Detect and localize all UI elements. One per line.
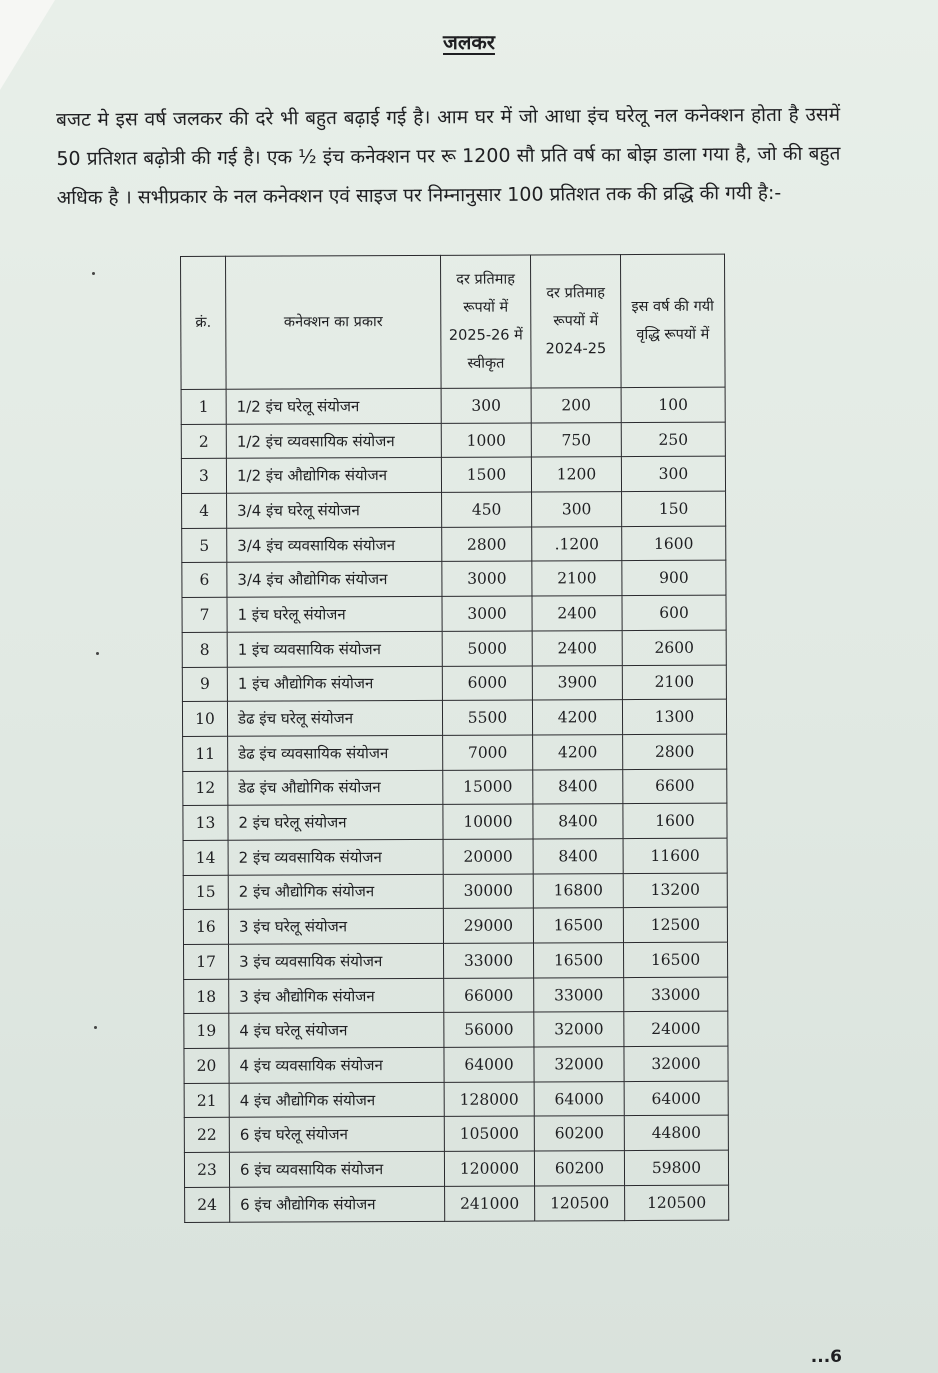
cell-increase: 1600 xyxy=(623,803,727,838)
cell-serial: 18 xyxy=(184,979,229,1014)
table-row xyxy=(182,699,726,736)
cell-connection-type: 6 इंच घरेलू संयोजन xyxy=(229,1117,444,1153)
cell-rate-2025-26: 6000 xyxy=(442,665,532,700)
cell-rate-2024-25: 4200 xyxy=(532,700,622,735)
cell-rate-2024-25: 60200 xyxy=(534,1151,624,1186)
cell-connection-type: डेढ इंच घरेलू संयोजन xyxy=(227,701,442,737)
paper-speck xyxy=(96,652,99,655)
cell-increase: 1600 xyxy=(622,526,726,561)
cell-increase: 100 xyxy=(621,387,725,422)
table-row xyxy=(181,387,725,424)
cell-increase: 12500 xyxy=(623,907,727,942)
cell-rate-2025-26: 300 xyxy=(441,388,531,423)
table-row xyxy=(182,630,726,667)
cell-increase: 120500 xyxy=(625,1185,729,1220)
cell-connection-type: 1/2 इंच व्यवसायिक संयोजन xyxy=(226,423,441,459)
cell-rate-2025-26: 30000 xyxy=(443,874,533,909)
cell-increase: 33000 xyxy=(624,977,728,1012)
table-row xyxy=(183,803,727,840)
table-row xyxy=(182,561,726,598)
cell-increase: 13200 xyxy=(623,873,727,908)
paper-speck xyxy=(94,1026,97,1029)
cell-rate-2025-26: 105000 xyxy=(444,1116,534,1151)
cell-increase: 1300 xyxy=(622,699,726,734)
table-row xyxy=(183,873,727,910)
cell-rate-2024-25: 2100 xyxy=(532,561,622,596)
cell-rate-2025-26: 3000 xyxy=(442,596,532,631)
cell-rate-2025-26: 20000 xyxy=(443,839,533,874)
paper-speck xyxy=(92,272,95,275)
cell-rate-2025-26: 5500 xyxy=(442,700,532,735)
cell-rate-2024-25: 8400 xyxy=(533,839,623,874)
header-serial: क्रं. xyxy=(181,256,227,389)
table-row xyxy=(181,456,725,493)
cell-serial: 16 xyxy=(183,910,228,945)
cell-increase: 2100 xyxy=(622,665,726,700)
cell-connection-type: 1 इंच व्यवसायिक संयोजन xyxy=(227,631,442,667)
table-row xyxy=(184,1011,728,1048)
table-row xyxy=(182,491,726,528)
cell-rate-2024-25: 4200 xyxy=(533,734,623,769)
cell-rate-2025-26: 241000 xyxy=(445,1186,535,1221)
cell-rate-2024-25: 8400 xyxy=(533,769,623,804)
table-row xyxy=(184,1116,728,1153)
cell-rate-2025-26: 120000 xyxy=(444,1151,534,1186)
cell-connection-type: 3 इंच औद्योगिक संयोजन xyxy=(229,978,444,1014)
cell-increase: 2800 xyxy=(623,734,727,769)
cell-increase: 59800 xyxy=(624,1150,728,1185)
cell-serial: 22 xyxy=(184,1118,229,1153)
cell-increase: 6600 xyxy=(623,769,727,804)
cell-rate-2025-26: 7000 xyxy=(443,735,533,770)
cell-rate-2025-26: 5000 xyxy=(442,631,532,666)
cell-serial: 12 xyxy=(183,771,228,806)
table-row xyxy=(184,1150,728,1187)
cell-serial: 1 xyxy=(181,389,226,424)
cell-increase: 150 xyxy=(622,491,726,526)
cell-connection-type: 1/2 इंच घरेलू संयोजन xyxy=(226,388,441,424)
cell-connection-type: 2 इंच घरेलू संयोजन xyxy=(228,805,443,841)
cell-rate-2025-26: 2800 xyxy=(442,527,532,562)
table-row xyxy=(185,1185,729,1222)
intro-paragraph: बजट मे इस वर्ष जलकर की दरे भी बहुत बढ़ाई गई है। आम घर में जो आधा इंच घरेलू नल कनेक्शन होता है उसमें 50 प्रतिशत बढ़ोत्री की गई है। एक ½ इंच कनेक्शन पर रू 1200 सौ प्रति वर्ष का बोझ डाला गया है, जो की बहुत अधिक है । सभीप्रकार के नल कनेक्शन एवं साइज पर निम्नानुसार 100 प्रतिशत तक की व्रद्धि की गयी है:- xyxy=(56,103,841,209)
cell-connection-type: 1 इंच घरेलू संयोजन xyxy=(227,596,442,632)
cell-serial: 10 xyxy=(182,701,227,736)
cell-rate-2024-25: 2400 xyxy=(532,596,622,631)
cell-increase: 16500 xyxy=(623,942,727,977)
cell-rate-2025-26: 3000 xyxy=(442,561,532,596)
table-header xyxy=(181,254,726,389)
cell-serial: 9 xyxy=(182,667,227,702)
cell-serial: 8 xyxy=(182,632,227,667)
cell-connection-type: 1 इंच औद्योगिक संयोजन xyxy=(227,666,442,702)
cell-increase: 64000 xyxy=(624,1081,728,1116)
header-connection-type: कनेक्शन का प्रकार xyxy=(226,255,442,389)
cell-serial: 2 xyxy=(181,424,226,459)
cell-increase: 2600 xyxy=(622,630,726,665)
cell-serial: 3 xyxy=(181,459,226,494)
cell-rate-2025-26: 10000 xyxy=(443,804,533,839)
table-row xyxy=(184,1046,728,1083)
cell-serial: 20 xyxy=(184,1048,229,1083)
cell-rate-2025-26: 29000 xyxy=(443,908,533,943)
table-row xyxy=(182,526,726,563)
cell-rate-2025-26: 66000 xyxy=(444,978,534,1013)
cell-increase: 300 xyxy=(621,456,725,491)
table-row xyxy=(184,977,728,1014)
cell-connection-type: 3/4 इंच घरेलू संयोजन xyxy=(227,492,442,528)
cell-serial: 21 xyxy=(184,1083,229,1118)
cell-rate-2025-26: 15000 xyxy=(443,770,533,805)
cell-serial: 15 xyxy=(183,875,228,910)
cell-rate-2024-25: 120500 xyxy=(535,1185,625,1220)
cell-serial: 11 xyxy=(183,736,228,771)
cell-rate-2025-26: 56000 xyxy=(444,1012,534,1047)
document-title: जलकर xyxy=(443,30,495,54)
header-rate-2024-25: दर प्रतिमाह रूपयों में 2024-25 xyxy=(530,255,621,388)
cell-rate-2024-25: 32000 xyxy=(534,1012,624,1047)
cell-serial: 19 xyxy=(184,1014,229,1049)
cell-increase: 900 xyxy=(622,561,726,596)
cell-connection-type: 3/4 इंच व्यवसायिक संयोजन xyxy=(227,527,442,563)
cell-rate-2025-26: 33000 xyxy=(444,943,534,978)
cell-connection-type: 4 इंच औद्योगिक संयोजन xyxy=(229,1082,444,1118)
table-row xyxy=(181,422,725,459)
cell-increase: 44800 xyxy=(624,1116,728,1151)
page-number: ...6 xyxy=(810,1347,842,1367)
cell-serial: 5 xyxy=(182,528,227,563)
cell-rate-2025-26: 450 xyxy=(442,492,532,527)
cell-connection-type: 1/2 इंच औद्योगिक संयोजन xyxy=(226,458,441,494)
cell-serial: 7 xyxy=(182,597,227,632)
table-row xyxy=(183,734,727,771)
cell-serial: 4 xyxy=(182,493,227,528)
cell-rate-2024-25: 16500 xyxy=(533,908,623,943)
cell-serial: 13 xyxy=(183,806,228,841)
cell-increase: 250 xyxy=(621,422,725,457)
water-tax-rate-table xyxy=(180,254,729,1223)
cell-serial: 17 xyxy=(184,944,229,979)
cell-rate-2024-25: 16800 xyxy=(533,873,623,908)
cell-increase: 24000 xyxy=(624,1011,728,1046)
cell-rate-2025-26: 64000 xyxy=(444,1047,534,1082)
cell-rate-2024-25: 64000 xyxy=(534,1081,624,1116)
cell-connection-type: 4 इंच व्यवसायिक संयोजन xyxy=(229,1047,444,1083)
cell-serial: 24 xyxy=(185,1187,230,1222)
document-heading xyxy=(0,28,938,55)
cell-rate-2024-25: 750 xyxy=(531,422,621,457)
cell-rate-2024-25: 2400 xyxy=(532,630,622,665)
cell-connection-type: 6 इंच औद्योगिक संयोजन xyxy=(230,1186,445,1222)
cell-rate-2024-25: 8400 xyxy=(533,804,623,839)
table-row xyxy=(184,1081,728,1118)
cell-connection-type: डेढ इंच व्यवसायिक संयोजन xyxy=(228,735,443,771)
cell-rate-2024-25: .1200 xyxy=(532,526,622,561)
cell-connection-type: 6 इंच व्यवसायिक संयोजन xyxy=(229,1151,444,1187)
cell-rate-2024-25: 300 xyxy=(532,492,622,527)
cell-rate-2024-25: 1200 xyxy=(531,457,621,492)
table-header-row xyxy=(181,254,726,389)
cell-increase: 11600 xyxy=(623,838,727,873)
cell-rate-2024-25: 33000 xyxy=(534,977,624,1012)
table-row xyxy=(184,942,728,979)
cell-rate-2024-25: 3900 xyxy=(532,665,622,700)
cell-connection-type: डेढ इंच औद्योगिक संयोजन xyxy=(228,770,443,806)
table-row xyxy=(182,665,726,702)
cell-serial: 14 xyxy=(183,840,228,875)
table-row xyxy=(183,838,727,875)
cell-serial: 23 xyxy=(184,1152,229,1187)
table-body xyxy=(181,387,729,1222)
cell-rate-2025-26: 1500 xyxy=(441,457,531,492)
cell-connection-type: 2 इंच व्यवसायिक संयोजन xyxy=(228,839,443,875)
cell-increase: 600 xyxy=(622,595,726,630)
cell-connection-type: 3/4 इंच औद्योगिक संयोजन xyxy=(227,562,442,598)
cell-connection-type: 3 इंच व्यवसायिक संयोजन xyxy=(229,943,444,979)
cell-rate-2024-25: 60200 xyxy=(534,1116,624,1151)
cell-rate-2025-26: 128000 xyxy=(444,1082,534,1117)
header-rate-2025-26: दर प्रतिमाह रूपयों में 2025-26 में स्वीकृत xyxy=(440,255,531,388)
cell-connection-type: 2 इंच औद्योगिक संयोजन xyxy=(228,874,443,910)
cell-increase: 32000 xyxy=(624,1046,728,1081)
cell-serial: 6 xyxy=(182,563,227,598)
cell-rate-2025-26: 1000 xyxy=(441,423,531,458)
table-row xyxy=(183,907,727,944)
cell-connection-type: 4 इंच घरेलू संयोजन xyxy=(229,1013,444,1049)
table-row xyxy=(183,769,727,806)
table-row xyxy=(182,595,726,632)
cell-rate-2024-25: 16500 xyxy=(534,943,624,978)
header-increase: इस वर्ष की गयी वृद्धि रूपयों में xyxy=(620,254,725,387)
cell-rate-2024-25: 200 xyxy=(531,388,621,423)
cell-connection-type: 3 इंच घरेलू संयोजन xyxy=(228,909,443,945)
cell-rate-2024-25: 32000 xyxy=(534,1047,624,1082)
